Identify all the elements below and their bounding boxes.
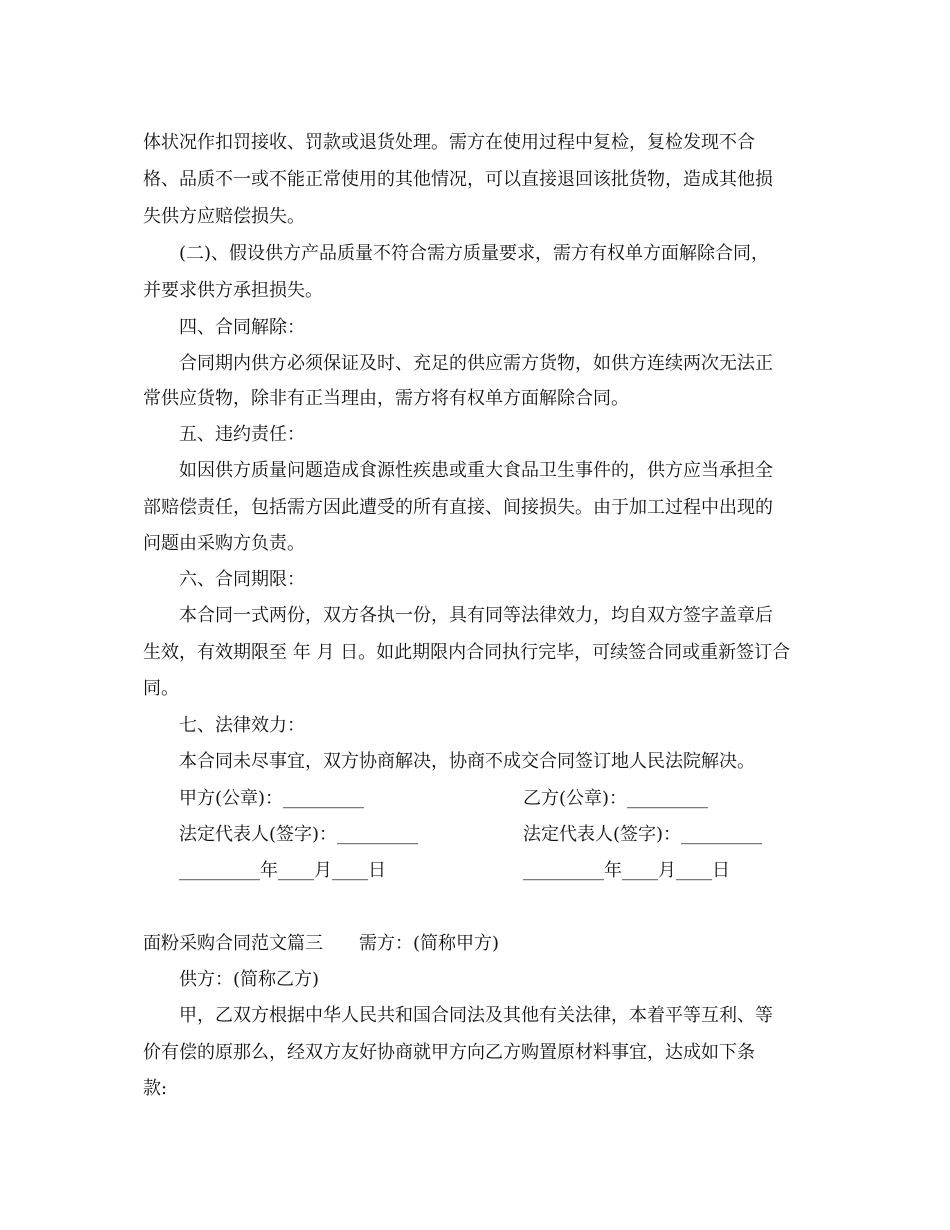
section-heading: 五、违约责任： bbox=[179, 424, 305, 445]
section3-demand-party: 需方：(简称甲方) bbox=[359, 933, 500, 954]
paragraph-line: 部赔偿责任，包括需方因此遭受的所有直接、间接损失。由于加工过程中出现的 bbox=[143, 497, 773, 518]
paragraph-line: 本合同一式两份，双方各执一份，具有同等法律效力，均自双方签字盖章后 bbox=[179, 605, 773, 626]
section3-title-line bbox=[143, 932, 499, 956]
paragraph-line: 同。 bbox=[143, 678, 179, 699]
paragraph-line: 价有偿的原那么，经双方友好协商就甲方向乙方购置原材料事宜，达成如下条 bbox=[143, 1042, 755, 1063]
section-heading: 七、法律效力： bbox=[179, 715, 305, 736]
section3-title: 面粉采购合同范文篇三 bbox=[143, 933, 323, 954]
paragraph-line: 格、品质不一或不能正常使用的其他情况，可以直接退回该批货物，造成其他损 bbox=[143, 169, 773, 190]
party-b-seal: 乙方(公章)：_________ bbox=[523, 788, 709, 809]
paragraph-line: 并要求供方承担损失。 bbox=[143, 280, 323, 301]
paragraph-line: 问题由采购方负责。 bbox=[143, 533, 305, 554]
section-heading: 四、合同解除： bbox=[179, 317, 305, 338]
paragraph-line: 款: bbox=[143, 1078, 168, 1099]
paragraph-line: 常供应货物，除非有正当理由，需方将有权单方面解除合同。 bbox=[143, 388, 629, 409]
section-heading: 六、合同期限： bbox=[179, 569, 305, 590]
paragraph-line: 本合同未尽事宜，双方协商解决，协商不成交合同签订地人民法院解决。 bbox=[179, 751, 755, 772]
section3-supply-party: 供方：(简称乙方) bbox=[179, 969, 320, 990]
paragraph-line: 如因供方质量问题造成食源性疾患或重大食品卫生事件的，供方应当承担全 bbox=[179, 460, 773, 481]
paragraph-line: 生效，有效期限至 年 月 日。如此期限内合同执行完毕，可续签合同或重新签订合 bbox=[143, 642, 791, 663]
party-b-date: _________年____月____日 bbox=[523, 860, 730, 881]
party-a-date: _________年____月____日 bbox=[179, 860, 386, 881]
paragraph-line: 甲，乙双方根据中华人民共和国合同法及其他有关法律，本着平等互利、等 bbox=[179, 1005, 773, 1026]
party-b-representative: 法定代表人(签字)：_________ bbox=[523, 824, 763, 845]
paragraph-line: 体状况作扣罚接收、罚款或退货处理。需方在使用过程中复检，复检发现不合 bbox=[143, 132, 755, 153]
party-a-representative: 法定代表人(签字)：_________ bbox=[179, 824, 419, 845]
party-a-seal: 甲方(公章)：_________ bbox=[179, 788, 365, 809]
paragraph-line: 失供方应赔偿损失。 bbox=[143, 206, 305, 227]
paragraph-line: (二)、假设供方产品质量不符合需方质量要求，需方有权单方面解除合同， bbox=[179, 243, 770, 264]
paragraph-line: 合同期内供方必须保证及时、充足的供应需方货物，如供方连续两次无法正 bbox=[179, 353, 773, 374]
